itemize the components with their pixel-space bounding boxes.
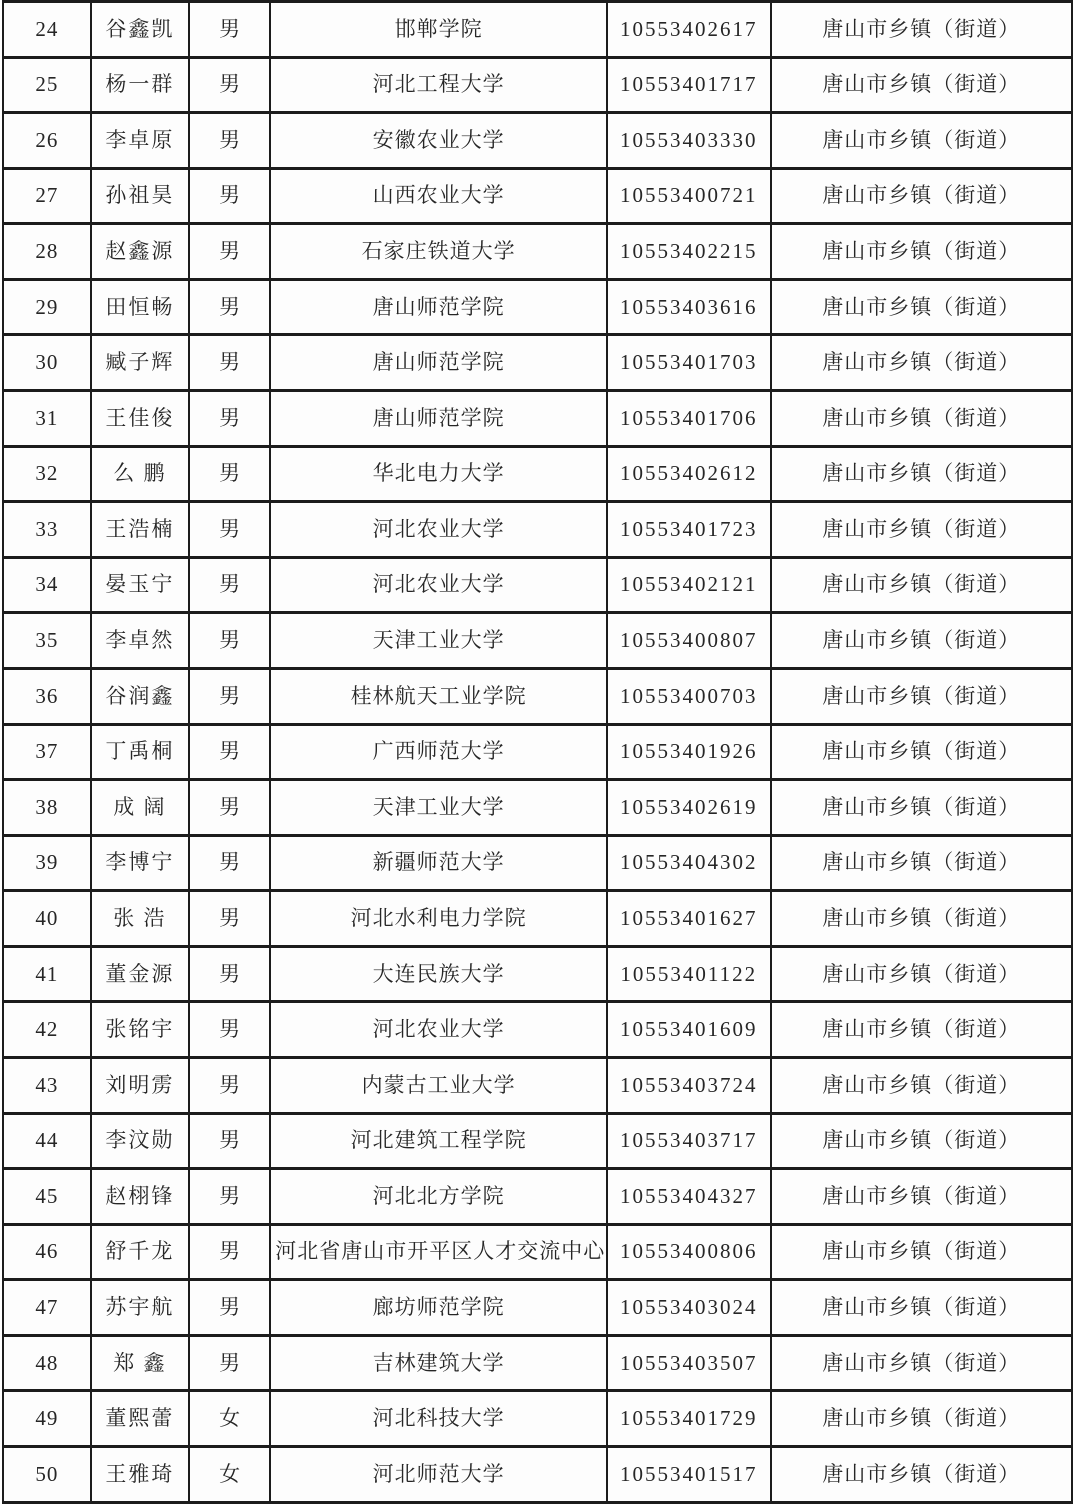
cell-id-number: 10553401609 <box>607 1002 771 1058</box>
cell-district: 唐山市乡镇（街道） <box>771 1224 1072 1280</box>
cell-school: 安徽农业大学 <box>270 113 607 169</box>
cell-school: 河北农业大学 <box>270 502 607 558</box>
cell-row-number: 50 <box>3 1447 91 1503</box>
cell-gender: 男 <box>189 835 270 891</box>
cell-gender: 男 <box>189 613 270 669</box>
cell-row-number: 47 <box>3 1280 91 1336</box>
cell-school: 邯郸学院 <box>270 2 607 58</box>
cell-school: 河北农业大学 <box>270 1002 607 1058</box>
cell-school: 华北电力大学 <box>270 446 607 502</box>
cell-name: 舒千龙 <box>91 1224 189 1280</box>
cell-row-number: 36 <box>3 668 91 724</box>
cell-district: 唐山市乡镇（街道） <box>771 2 1072 58</box>
cell-id-number: 10553402121 <box>607 557 771 613</box>
cell-gender: 男 <box>189 724 270 780</box>
cell-gender: 男 <box>189 891 270 947</box>
cell-gender: 男 <box>189 1113 270 1169</box>
cell-district: 唐山市乡镇（街道） <box>771 1057 1072 1113</box>
cell-district: 唐山市乡镇（街道） <box>771 724 1072 780</box>
cell-gender: 男 <box>189 668 270 724</box>
cell-gender: 男 <box>189 168 270 224</box>
cell-district: 唐山市乡镇（街道） <box>771 1391 1072 1447</box>
table-row <box>3 446 1072 502</box>
cell-school: 吉林建筑大学 <box>270 1335 607 1391</box>
cell-name: 董金源 <box>91 946 189 1002</box>
cell-id-number: 10553402612 <box>607 446 771 502</box>
cell-school: 山西农业大学 <box>270 168 607 224</box>
cell-district: 唐山市乡镇（街道） <box>771 946 1072 1002</box>
cell-name: 董熙蕾 <box>91 1391 189 1447</box>
cell-row-number: 44 <box>3 1113 91 1169</box>
cell-gender: 男 <box>189 446 270 502</box>
table-row <box>3 391 1072 447</box>
table-row <box>3 835 1072 891</box>
cell-gender: 男 <box>189 279 270 335</box>
cell-gender: 男 <box>189 1057 270 1113</box>
table-row <box>3 613 1072 669</box>
cell-id-number: 10553404327 <box>607 1169 771 1225</box>
cell-district: 唐山市乡镇（街道） <box>771 224 1072 280</box>
cell-name: 田恒畅 <box>91 279 189 335</box>
cell-id-number: 10553400807 <box>607 613 771 669</box>
cell-gender: 男 <box>189 2 270 58</box>
cell-school: 大连民族大学 <box>270 946 607 1002</box>
cell-row-number: 40 <box>3 891 91 947</box>
cell-school: 河北工程大学 <box>270 57 607 113</box>
cell-gender: 女 <box>189 1391 270 1447</box>
cell-row-number: 29 <box>3 279 91 335</box>
table-row <box>3 891 1072 947</box>
cell-district: 唐山市乡镇（街道） <box>771 1113 1072 1169</box>
cell-id-number: 10553401706 <box>607 391 771 447</box>
cell-school: 河北省唐山市开平区人才交流中心 <box>270 1224 607 1280</box>
cell-name: 赵栩锋 <box>91 1169 189 1225</box>
cell-row-number: 45 <box>3 1169 91 1225</box>
cell-gender: 男 <box>189 113 270 169</box>
cell-row-number: 31 <box>3 391 91 447</box>
table-row <box>3 668 1072 724</box>
cell-row-number: 24 <box>3 2 91 58</box>
cell-row-number: 35 <box>3 613 91 669</box>
cell-gender: 女 <box>189 1447 270 1503</box>
cell-row-number: 25 <box>3 57 91 113</box>
cell-school: 新疆师范大学 <box>270 835 607 891</box>
cell-name: 苏宇航 <box>91 1280 189 1336</box>
cell-school: 桂林航天工业学院 <box>270 668 607 724</box>
cell-district: 唐山市乡镇（街道） <box>771 835 1072 891</box>
cell-district: 唐山市乡镇（街道） <box>771 668 1072 724</box>
cell-gender: 男 <box>189 391 270 447</box>
cell-name: 李卓然 <box>91 613 189 669</box>
cell-name: 郑 鑫 <box>91 1335 189 1391</box>
table-row <box>3 1391 1072 1447</box>
cell-school: 广西师范大学 <box>270 724 607 780</box>
cell-id-number: 10553403507 <box>607 1335 771 1391</box>
cell-school: 河北师范大学 <box>270 1447 607 1503</box>
table-row <box>3 279 1072 335</box>
cell-row-number: 27 <box>3 168 91 224</box>
cell-id-number: 10553402617 <box>607 2 771 58</box>
cell-name: 孙祖昊 <box>91 168 189 224</box>
cell-row-number: 37 <box>3 724 91 780</box>
cell-school: 唐山师范学院 <box>270 391 607 447</box>
table-row <box>3 2 1072 58</box>
cell-row-number: 46 <box>3 1224 91 1280</box>
cell-school: 唐山师范学院 <box>270 335 607 391</box>
cell-name: 王佳俊 <box>91 391 189 447</box>
cell-name: 臧子辉 <box>91 335 189 391</box>
cell-name: 刘明雳 <box>91 1057 189 1113</box>
cell-district: 唐山市乡镇（街道） <box>771 279 1072 335</box>
cell-id-number: 10553402215 <box>607 224 771 280</box>
cell-district: 唐山市乡镇（街道） <box>771 1447 1072 1503</box>
cell-gender: 男 <box>189 780 270 836</box>
cell-row-number: 33 <box>3 502 91 558</box>
table-row <box>3 1335 1072 1391</box>
cell-school: 廊坊师范学院 <box>270 1280 607 1336</box>
table-row <box>3 1057 1072 1113</box>
cell-name: 张 浩 <box>91 891 189 947</box>
cell-school: 河北农业大学 <box>270 557 607 613</box>
cell-id-number: 10553403724 <box>607 1057 771 1113</box>
cell-name: 王浩楠 <box>91 502 189 558</box>
cell-name: 李卓原 <box>91 113 189 169</box>
cell-gender: 男 <box>189 1335 270 1391</box>
cell-id-number: 10553400703 <box>607 668 771 724</box>
cell-school: 天津工业大学 <box>270 780 607 836</box>
cell-name: 赵鑫源 <box>91 224 189 280</box>
table-row <box>3 1113 1072 1169</box>
cell-gender: 男 <box>189 946 270 1002</box>
table-row <box>3 57 1072 113</box>
cell-row-number: 32 <box>3 446 91 502</box>
cell-district: 唐山市乡镇（街道） <box>771 891 1072 947</box>
cell-district: 唐山市乡镇（街道） <box>771 1002 1072 1058</box>
cell-district: 唐山市乡镇（街道） <box>771 113 1072 169</box>
cell-id-number: 10553404302 <box>607 835 771 891</box>
cell-id-number: 10553403024 <box>607 1280 771 1336</box>
cell-district: 唐山市乡镇（街道） <box>771 1280 1072 1336</box>
cell-id-number: 10553402619 <box>607 780 771 836</box>
cell-district: 唐山市乡镇（街道） <box>771 1169 1072 1225</box>
table-row <box>3 224 1072 280</box>
cell-name: 么 鹏 <box>91 446 189 502</box>
table-row <box>3 335 1072 391</box>
cell-name: 王雅琦 <box>91 1447 189 1503</box>
cell-row-number: 28 <box>3 224 91 280</box>
cell-district: 唐山市乡镇（街道） <box>771 391 1072 447</box>
cell-id-number: 10553401703 <box>607 335 771 391</box>
cell-row-number: 26 <box>3 113 91 169</box>
table-row <box>3 1280 1072 1336</box>
cell-school: 内蒙古工业大学 <box>270 1057 607 1113</box>
cell-id-number: 10553401517 <box>607 1447 771 1503</box>
cell-district: 唐山市乡镇（街道） <box>771 557 1072 613</box>
cell-gender: 男 <box>189 557 270 613</box>
table-row <box>3 946 1072 1002</box>
cell-school: 河北科技大学 <box>270 1391 607 1447</box>
cell-school: 石家庄铁道大学 <box>270 224 607 280</box>
table-row <box>3 1169 1072 1225</box>
cell-row-number: 48 <box>3 1335 91 1391</box>
table-row <box>3 502 1072 558</box>
cell-row-number: 34 <box>3 557 91 613</box>
cell-id-number: 10553400806 <box>607 1224 771 1280</box>
cell-district: 唐山市乡镇（街道） <box>771 446 1072 502</box>
cell-id-number: 10553401729 <box>607 1391 771 1447</box>
cell-row-number: 39 <box>3 835 91 891</box>
cell-id-number: 10553403616 <box>607 279 771 335</box>
cell-row-number: 49 <box>3 1391 91 1447</box>
cell-district: 唐山市乡镇（街道） <box>771 57 1072 113</box>
cell-id-number: 10553403330 <box>607 113 771 169</box>
cell-name: 丁禹桐 <box>91 724 189 780</box>
cell-row-number: 41 <box>3 946 91 1002</box>
cell-id-number: 10553400721 <box>607 168 771 224</box>
cell-district: 唐山市乡镇（街道） <box>771 1335 1072 1391</box>
cell-school: 天津工业大学 <box>270 613 607 669</box>
cell-name: 谷鑫凯 <box>91 2 189 58</box>
cell-district: 唐山市乡镇（街道） <box>771 780 1072 836</box>
cell-district: 唐山市乡镇（街道） <box>771 335 1072 391</box>
table-row <box>3 113 1072 169</box>
table-row <box>3 1447 1072 1503</box>
cell-id-number: 10553401627 <box>607 891 771 947</box>
cell-district: 唐山市乡镇（街道） <box>771 613 1072 669</box>
cell-gender: 男 <box>189 1280 270 1336</box>
cell-name: 李博宁 <box>91 835 189 891</box>
cell-school: 唐山师范学院 <box>270 279 607 335</box>
cell-school: 河北水利电力学院 <box>270 891 607 947</box>
cell-gender: 男 <box>189 335 270 391</box>
cell-row-number: 43 <box>3 1057 91 1113</box>
cell-name: 杨一群 <box>91 57 189 113</box>
cell-id-number: 10553401723 <box>607 502 771 558</box>
cell-gender: 男 <box>189 502 270 558</box>
cell-id-number: 10553403717 <box>607 1113 771 1169</box>
cell-gender: 男 <box>189 1002 270 1058</box>
cell-row-number: 38 <box>3 780 91 836</box>
cell-school: 河北建筑工程学院 <box>270 1113 607 1169</box>
cell-name: 李汶勋 <box>91 1113 189 1169</box>
table-row <box>3 780 1072 836</box>
cell-name: 张铭宇 <box>91 1002 189 1058</box>
cell-district: 唐山市乡镇（街道） <box>771 502 1072 558</box>
cell-school: 河北北方学院 <box>270 1169 607 1225</box>
cell-id-number: 10553401926 <box>607 724 771 780</box>
cell-name: 成 阔 <box>91 780 189 836</box>
table-row <box>3 1224 1072 1280</box>
cell-gender: 男 <box>189 224 270 280</box>
cell-gender: 男 <box>189 57 270 113</box>
cell-id-number: 10553401122 <box>607 946 771 1002</box>
table-row <box>3 724 1072 780</box>
table-row <box>3 1002 1072 1058</box>
cell-name: 晏玉宁 <box>91 557 189 613</box>
cell-district: 唐山市乡镇（街道） <box>771 168 1072 224</box>
cell-gender: 男 <box>189 1169 270 1225</box>
roster-table <box>2 0 1073 1504</box>
cell-row-number: 42 <box>3 1002 91 1058</box>
table-row <box>3 557 1072 613</box>
table-row <box>3 168 1072 224</box>
cell-id-number: 10553401717 <box>607 57 771 113</box>
cell-row-number: 30 <box>3 335 91 391</box>
cell-name: 谷润鑫 <box>91 668 189 724</box>
cell-gender: 男 <box>189 1224 270 1280</box>
